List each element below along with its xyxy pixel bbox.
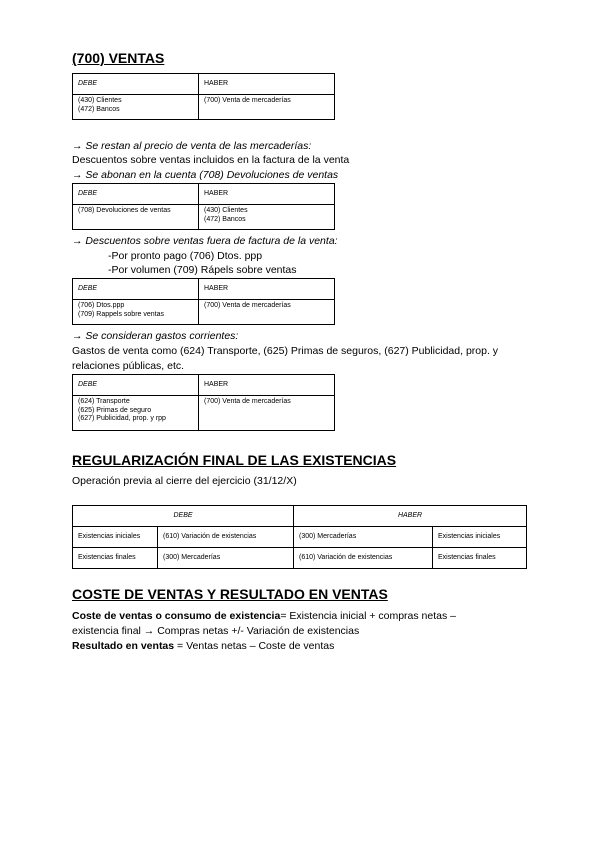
section-title-coste-ventas: COSTE DE VENTAS Y RESULTADO EN VENTAS (72, 586, 388, 602)
haber-cell: (700) Venta de mercaderías (199, 300, 335, 325)
haber-header: HABER (199, 279, 335, 300)
ledger-table-existencias (72, 505, 527, 569)
text-resultado-ventas: Resultado en ventas = Ventas netas – Coste de ventas (72, 640, 335, 652)
debe-header: DEBE (73, 506, 294, 527)
ledger-table-ventas (72, 73, 335, 120)
debe-header: DEBE (73, 184, 199, 205)
table-cell: Existencias finales (433, 548, 527, 569)
debe-header: DEBE (73, 375, 199, 396)
note-descuentos-fuera: → Descuentos sobre ventas fuera de factura de la venta: (72, 235, 338, 247)
ledger-table-descuentos (72, 278, 335, 325)
text-volumen: -Por volumen (709) Rápels sobre ventas (108, 264, 297, 276)
ledger-table-devoluciones (72, 183, 335, 230)
table-cell: (610) Variación de existencias (158, 527, 294, 548)
haber-header: HABER (199, 184, 335, 205)
haber-header: HABER (199, 74, 335, 95)
text-operacion-previa: Operación previa al cierre del ejercicio (31/12/X) (72, 475, 297, 487)
section-title-ventas: (700) VENTAS (72, 50, 165, 66)
term-coste-ventas: Coste de ventas o consumo de existencia (72, 610, 281, 622)
table-cell: (610) Variación de existencias (294, 548, 433, 569)
debe-cell: (624) Transporte (625) Primas de seguro (627) Publicidad, prop. y rpp (73, 396, 199, 431)
section-title-regularizacion: REGULARIZACIÓN FINAL DE LAS EXISTENCIAS (72, 452, 397, 468)
table-cell: Existencias iniciales (73, 527, 158, 548)
table-cell: (300) Mercaderías (158, 548, 294, 569)
text-pronto-pago: -Por pronto pago (706) Dtos. ppp (108, 250, 263, 262)
table-cell: Existencias finales (73, 548, 158, 569)
debe-header: DEBE (73, 74, 199, 95)
debe-header: DEBE (73, 279, 199, 300)
text-gastos-venta-1: Gastos de venta como (624) Transporte, (625) Primas de seguros, (627) Publicidad, prop. y (72, 345, 499, 357)
haber-cell: (700) Venta de mercaderías (199, 95, 335, 120)
text-gastos-venta-2: relaciones públicas, etc. (72, 360, 185, 372)
term-resultado-ventas: Resultado en ventas (72, 640, 175, 652)
text-descuentos-factura: Descuentos sobre ventas incluidos en la factura de la venta (72, 154, 350, 166)
debe-cell: (706) Dtos.ppp (709) Rappels sobre ventas (73, 300, 199, 325)
table-cell: (300) Mercaderías (294, 527, 433, 548)
text-existencia-final: existencia final → Compras netas +/- Variación de existencias (72, 625, 360, 637)
note-restan: → Se restan al precio de venta de las mercaderías: (72, 140, 312, 152)
ledger-table-gastos (72, 374, 335, 431)
table-cell: Existencias iniciales (433, 527, 527, 548)
haber-cell: (430) Clientes (472) Bancos (199, 205, 335, 230)
haber-cell: (700) Venta de mercaderías (199, 396, 335, 431)
debe-cell: (708) Devoluciones de ventas (73, 205, 199, 230)
text-coste-ventas: Coste de ventas o consumo de existencia= Existencia inicial + compras netas – (72, 610, 456, 622)
haber-header: HABER (294, 506, 527, 527)
note-abonan: → Se abonan en la cuenta (708) Devoluciones de ventas (72, 169, 339, 181)
debe-cell: (430) Clientes (472) Bancos (73, 95, 199, 120)
note-gastos-corrientes: → Se consideran gastos corrientes: (72, 330, 239, 342)
haber-header: HABER (199, 375, 335, 396)
